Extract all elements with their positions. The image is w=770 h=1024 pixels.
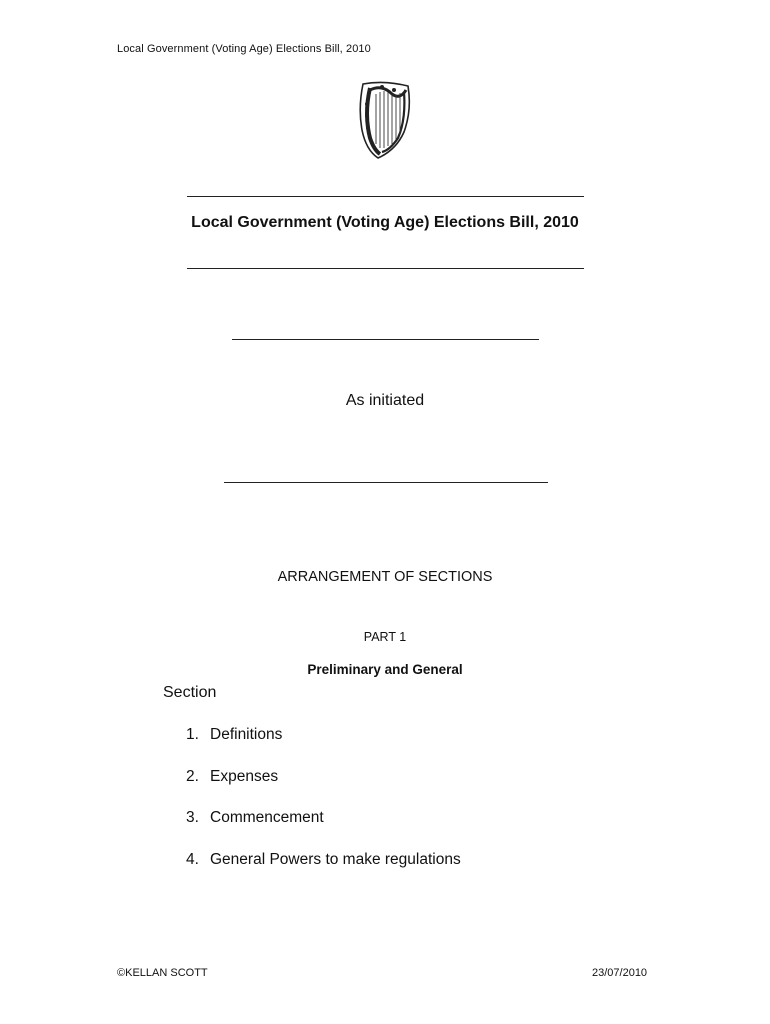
list-item bbox=[186, 851, 461, 869]
section-title: General Powers to make regulations bbox=[210, 851, 461, 868]
section-number: 1. bbox=[186, 726, 199, 743]
arrangement-heading: ARRANGEMENT OF SECTIONS bbox=[277, 569, 493, 585]
part-title: Preliminary and General bbox=[307, 662, 463, 677]
part-label: PART 1 bbox=[363, 630, 407, 644]
section-title: Definitions bbox=[210, 726, 283, 743]
bill-status: As initiated bbox=[345, 392, 425, 409]
list-item bbox=[186, 809, 324, 827]
document-title: Local Government (Voting Age) Elections Bill, 2010 bbox=[191, 214, 579, 231]
title-rule-top bbox=[187, 196, 584, 197]
footer-copyright: ©KELLAN SCOTT bbox=[117, 967, 208, 979]
section-column-label: Section bbox=[163, 684, 217, 701]
section-number: 2. bbox=[186, 768, 199, 785]
status-rule-bottom bbox=[224, 482, 548, 483]
section-number: 4. bbox=[186, 851, 199, 868]
list-item bbox=[186, 726, 282, 744]
status-rule-top bbox=[232, 339, 539, 340]
section-number: 3. bbox=[186, 809, 199, 826]
list-item bbox=[186, 768, 278, 786]
running-header: Local Government (Voting Age) Elections Bill, 2010 bbox=[117, 43, 371, 55]
section-title: Commencement bbox=[210, 809, 324, 826]
footer-date: 23/07/2010 bbox=[592, 967, 648, 979]
title-rule-bottom bbox=[187, 268, 584, 269]
section-title: Expenses bbox=[210, 768, 279, 785]
harp-icon bbox=[352, 80, 418, 160]
